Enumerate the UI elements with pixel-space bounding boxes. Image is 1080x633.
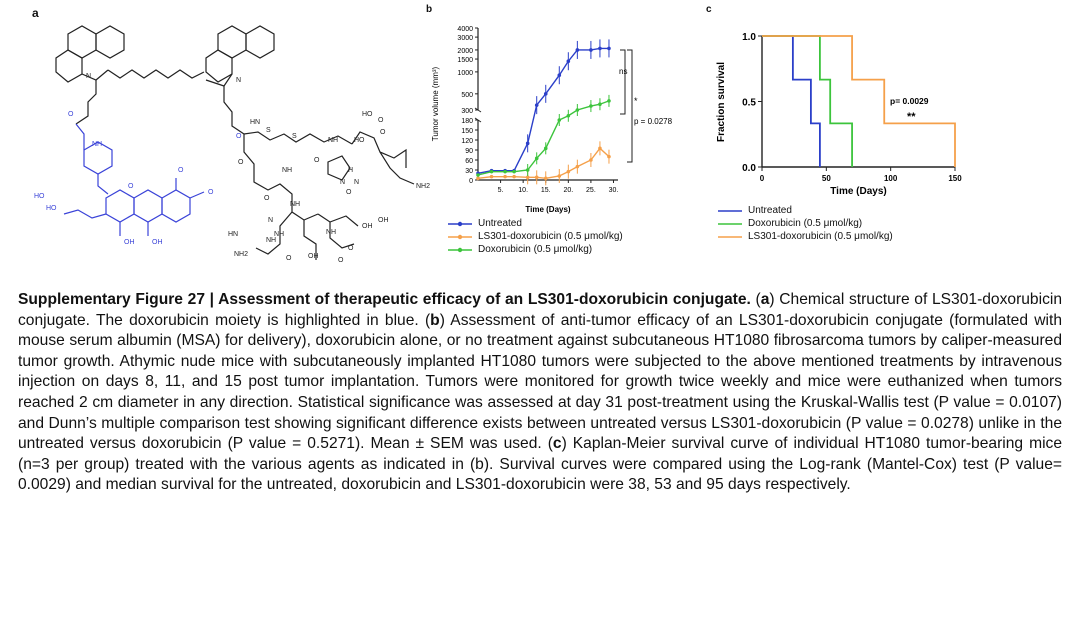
atom-label: NH (274, 231, 285, 238)
atom-label: O (68, 111, 74, 118)
atom-label: S (292, 133, 297, 140)
atom-label: O (378, 117, 384, 124)
atom-label: N (86, 73, 92, 80)
tumor-growth-legend (446, 217, 623, 256)
x-tick-label: 15. (540, 187, 551, 194)
caption-title: Supplementary Figure 27 | Assessment of therapeutic efficacy of an LS301-doxorubicin conjugate. (18, 291, 751, 308)
data-point (544, 147, 548, 151)
data-point (490, 175, 494, 179)
survival-curve (762, 36, 852, 167)
series-line (478, 148, 609, 178)
x-axis-title: Time (Days) (830, 186, 887, 197)
survival-legend-untreated (716, 204, 893, 217)
data-point (526, 142, 530, 146)
atom-label: OH (152, 239, 163, 246)
atom-label: O (236, 133, 242, 140)
doxorubicin-moiety (64, 124, 204, 236)
x-axis-title: Time (Days) (525, 205, 571, 214)
x-tick-label: 100 (883, 174, 898, 183)
series-line (478, 48, 609, 173)
legend-ls301 (446, 230, 623, 243)
y-tick-label: 300 (461, 108, 473, 115)
x-tick-label: 0 (759, 174, 765, 183)
y-tick-label: 1.0 (742, 32, 756, 43)
atom-label: HO (354, 137, 365, 144)
x-tick-label: 20. (563, 187, 574, 194)
data-point (607, 155, 611, 159)
legend-doxorubicin (446, 243, 623, 256)
atom-label: O (348, 245, 354, 252)
caption-a-open: ( (755, 291, 761, 308)
legend-untreated (446, 217, 623, 230)
atom-label: NH (266, 237, 277, 244)
panel-a-label: a (32, 6, 39, 20)
atom-label: O (338, 257, 344, 264)
caption-paragraph (18, 290, 1062, 496)
survival-legend-ls301 (716, 230, 893, 243)
figure-caption (18, 290, 1062, 496)
atom-label: N (268, 217, 274, 224)
atom-label: O (208, 189, 214, 196)
atom-label: NH (282, 167, 293, 174)
data-point (567, 59, 571, 63)
atom-label: O (286, 255, 292, 262)
data-point (535, 103, 539, 107)
legend-marker-doxorubicin (446, 245, 474, 255)
atom-label: H (348, 167, 354, 174)
atom-label: NH (290, 201, 301, 208)
y-tick-label: 0.0 (742, 163, 756, 174)
x-tick-label: 50 (821, 174, 831, 183)
atom-label: NH (328, 137, 339, 144)
data-point (512, 170, 516, 174)
y-axis-title: Tumor volume (mm³) (431, 66, 440, 142)
data-point (503, 175, 507, 179)
atom-label: OH (308, 253, 319, 260)
data-point (567, 114, 571, 118)
y-tick-label: 60 (465, 158, 473, 165)
atom-label: O (380, 129, 386, 136)
legend-marker-ls301 (446, 232, 474, 242)
y-tick-label: 500 (461, 91, 473, 99)
y-tick-label: 150 (461, 128, 473, 135)
y-tick-label: 30 (465, 168, 473, 175)
x-tick-label: 10. (518, 187, 529, 194)
legend-label-doxorubicin: Doxorubicin (0.5 μmol/kg) (478, 244, 593, 255)
atom-label: O (264, 195, 270, 202)
atom-label: NH (326, 229, 337, 236)
x-tick-label: 150 (948, 174, 962, 183)
atom-label: N (354, 179, 360, 186)
data-point (589, 48, 593, 52)
annotation-p: p = 0.0278 (634, 117, 673, 126)
y-tick-label: 4000 (457, 26, 473, 33)
survival-legend-marker-ls301 (716, 232, 744, 242)
survival-legend-marker-doxorubicin (716, 219, 744, 229)
survival-curve (762, 36, 820, 167)
atom-label: NH2 (234, 251, 249, 258)
data-point (557, 118, 561, 122)
y-tick-label: 1000 (457, 69, 473, 77)
data-point (476, 173, 480, 177)
data-point (526, 168, 530, 172)
data-point (490, 170, 494, 174)
data-point (512, 175, 516, 179)
data-point (607, 99, 611, 103)
atom-label: O (314, 157, 320, 164)
survival-legend-label-ls301: LS301-doxorubicin (0.5 μmol/kg) (748, 231, 893, 242)
atom-label: O (178, 167, 184, 174)
atom-label: HN (250, 119, 261, 126)
atom-label: NH2 (416, 183, 431, 190)
y-tick-label: 180 (461, 118, 473, 125)
survival-legend (716, 204, 893, 243)
caption-b-text: ) Assessment of anti-tumor efficacy of an LS301-doxorubicin conjugate (formulated with mouse serum albumin (MSA) for delivery), doxorubicin alone, or no treatment against subcutaneous HT1080 fibrosarcoma tumors by caliper-measured tumor growth. Athymic nude mice with subcutaneously implanted HT1080 tumors were subjected to the above mentioned treatments by intravenous injection on days 8, 11, and 15 post tumor implantation. Tumors were monitored for growth twice weekly and mice were euthanized when tumors reached 2 cm diameter in any direction. Statistical significance was assessed at day 31 post-treatment using the Kruskal-Wallis test (P value = 0.0107) and Dunn’s multiple comparison test showing significant difference exists between untreated versus LS301-doxorubicin (P value = 0.0278) unlike in the untreated versus doxorubicin (P value = 0.5271). Mean ± SEM was used. ( (18, 311, 1062, 453)
data-point (544, 92, 548, 96)
caption-c-text: ) Kaplan-Meier survival curve of individual HT1080 tumor-bearing mice (n=3 per group) treated with the various agents as indicated in (b). Survival curves were compared using the Log-rank (Mantel-Cox) test (P value= 0.0029) and median survival for the untreated, doxorubicin and LS301-doxorubicin were 38, 53 and 95 days respectively. (18, 435, 1063, 494)
atom-label: N (236, 77, 242, 84)
legend-label-ls301: LS301-doxorubicin (0.5 μmol/kg) (478, 231, 623, 242)
atom-label: S (266, 127, 271, 134)
annotation-ns: ns (619, 67, 628, 76)
data-point (576, 48, 580, 52)
x-tick-label: 25. (586, 187, 596, 194)
atom-label: HO (46, 205, 57, 212)
y-axis-title: Fraction survival (716, 61, 727, 143)
y-tick-label: 0 (469, 178, 473, 185)
atom-label: HN (228, 231, 239, 238)
data-point (598, 147, 602, 151)
data-point (557, 73, 561, 77)
survival-legend-label-doxorubicin: Doxorubicin (0.5 μmol/kg) (748, 218, 863, 229)
caption-b-letter: b (430, 311, 440, 329)
y-tick-label: 3000 (457, 35, 473, 43)
survival-legend-label-untreated: Untreated (748, 205, 792, 216)
x-tick-label: 5. (497, 187, 504, 194)
annotation-stars: ** (907, 111, 916, 123)
data-point (589, 104, 593, 108)
caption-a-letter: a (760, 291, 770, 308)
atom-label: N (340, 179, 346, 186)
data-point (598, 47, 602, 51)
caption-a-text: ) Chemical structure of LS301-doxorubicin conjugate. The doxorubicin moiety is highlighted in blue. ( (18, 291, 1063, 329)
atom-label: HO (362, 111, 373, 118)
legend-label-untreated: Untreated (478, 218, 522, 229)
atom-label: OH (362, 223, 373, 230)
survival-legend-marker-untreated (716, 206, 744, 216)
y-tick-label: 1500 (457, 57, 473, 65)
atom-label: OH (378, 217, 389, 224)
atom-label: O (128, 183, 134, 190)
data-point (535, 157, 539, 161)
y-tick-label: 0.5 (742, 97, 756, 109)
annotation-p: p= 0.0029 (890, 96, 929, 106)
y-tick-label: 90 (465, 148, 473, 155)
series-line (478, 101, 609, 175)
y-tick-label: 2000 (457, 47, 473, 55)
annotation-star: * (634, 96, 638, 106)
survival-legend-doxorubicin (716, 217, 893, 230)
atom-label: HO (34, 193, 45, 200)
x-tick-label: 30. (608, 187, 619, 194)
data-point (598, 102, 602, 106)
panel-b-label: b (426, 4, 433, 15)
atom-label: NH (92, 141, 103, 148)
data-point (535, 176, 539, 180)
data-point (576, 165, 580, 169)
atom-label: OH (124, 239, 135, 246)
atom-label: O (346, 189, 352, 196)
data-point (589, 158, 593, 162)
data-point (476, 177, 480, 181)
data-point (557, 174, 561, 178)
legend-marker-untreated (446, 219, 474, 229)
data-point (576, 108, 580, 112)
atom-label: O (238, 159, 244, 166)
panel-c-label: c (706, 4, 712, 15)
atom-labels (34, 73, 430, 264)
y-tick-label: 120 (461, 138, 473, 145)
data-point (607, 47, 611, 51)
data-point (503, 170, 507, 174)
caption-c-letter: c (552, 435, 562, 453)
data-point (544, 177, 548, 181)
data-point (526, 176, 530, 180)
data-point (567, 170, 571, 174)
chemical-structure (28, 22, 431, 277)
